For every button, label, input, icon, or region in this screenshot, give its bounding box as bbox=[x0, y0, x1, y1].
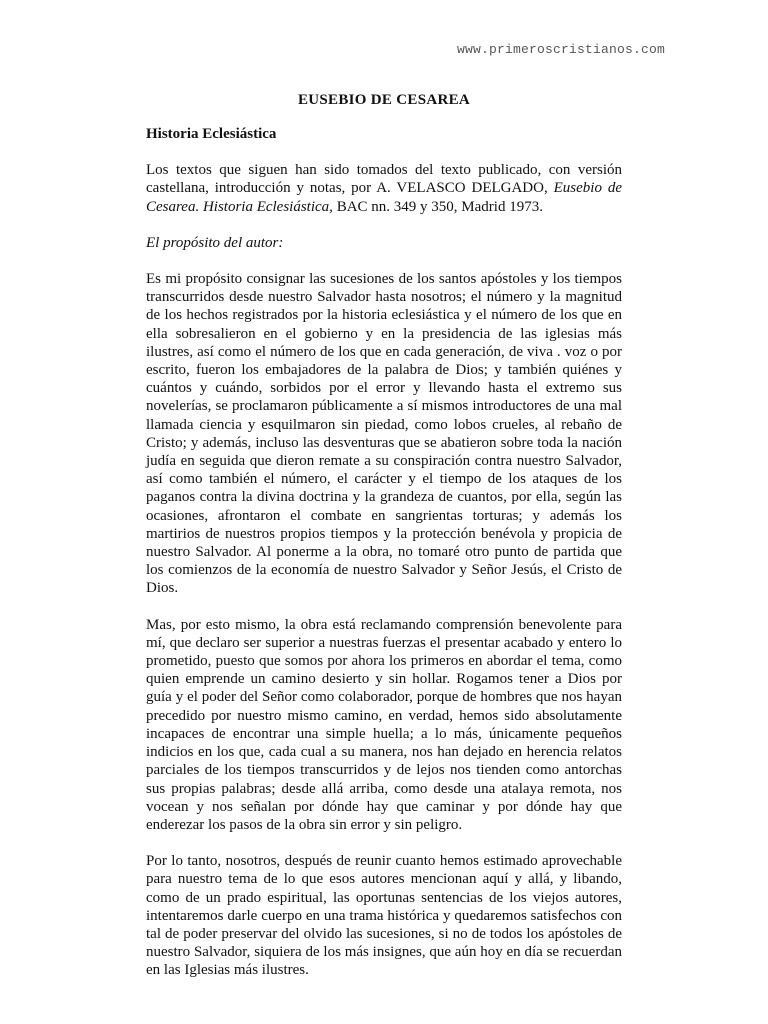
document-body bbox=[146, 125, 622, 998]
website-url: www.primeroscristianos.com bbox=[457, 42, 666, 57]
intro-text-start: Los textos que siguen han sido tomados del texto publicado, con versión castellana, introducción y notas, por A. VELASCO DELGADO, bbox=[146, 162, 622, 197]
intro-book-title: Eusebio de Cesarea. Historia Eclesiástica, bbox=[146, 180, 622, 215]
body-paragraph-3: Por lo tanto, nosotros, después de reunir cuanto hemos estimado aprovechable para nuestro tema de lo que esos autores mencionan aquí y allá, y libando, como de un prado espiritual, las oportunas sentencias de los viejos autores, intentaremos darle cuerpo en una trama histórica y quedaremos satisfechos con tal de poder preservar del olvido las sucesiones, si no de todos los apóstoles de nuestro Salvador, siquiera de los más insignes, que aún hoy en día se recuerdan en las Iglesias más ilustres. bbox=[146, 853, 622, 979]
document-title: EUSEBIO DE CESAREA bbox=[297, 92, 471, 108]
body-paragraph-1: Es mi propósito consignar las sucesiones de los santos apóstoles y los tiempos transcurridos desde nuestro Salvador hasta nosotros; el número y la magnitud de los hechos registrados por la historia eclesiástica y el número de los que en ella sobresalieron en el gobierno y en la presidencia de las iglesias más ilustres, así como el número de los que en cada generación, de viva . voz o por escrito, fueron los embajadores de la palabra de Dios; y también quiénes y cuántos y cuándo, sorbidos por el error y llevando hasta el extremo sus novelerías, se proclamaron públicamente a sí mismos introductores de una mal llamada ciencia y esquilmaron sin piedad, como lobos crueles, al rebaño de Cristo; y además, incluso las desventuras que se abatieron sobre toda la nación judía en seguida que dieron remate a su conspiración contra nuestro Salvador, así como también el número, el carácter y el tiempo de los ataques de los paganos contra la divina doctrina y la grandeza de cuantos, por ella, según las ocasiones, afrontaron el combate en sangrientas torturas; y además los martirios de nuestros propios tiempos y la protección benévola y propicia de nuestro Salvador. Al ponerme a la obra, no tomaré otro punto de partida que los comienzos de la economía de nuestro Salvador y Señor Jesús, el Cristo de Dios. bbox=[146, 271, 622, 597]
section-title: El propósito del autor: bbox=[146, 234, 284, 251]
intro-paragraph bbox=[146, 161, 622, 216]
intro-text-end: BAC nn. 349 y 350, Madrid 1973. bbox=[332, 198, 543, 215]
body-paragraph-2: Mas, por esto mismo, la obra está reclamando comprensión benevolente para mí, que declaro ser superior a nuestras fuerzas el presentar acabado y entero lo prometido, puesto que somos por ahora los primeros en abordar el tema, como quien emprende un camino desierto y sin hollar. Rogamos tener a Dios por guía y el poder del Señor como colaborador, porque de hombres que nos hayan precedido por nuestro mismo camino, en verdad, hemos sido absolutamente incapaces de encontrar una simple huella; a lo más, únicamente pequeños indicios en los que, cada cual a su manera, nos han dejado en herencia relatos parciales de los tiempos transcurridos y de lejos nos tienden como antorchas sus propias palabras; desde allá arriba, como desde una atalaya remota, nos vocean y nos señalan por dónde hay que caminar y por dónde hay que enderezar los pasos de la obra sin error y sin peligro. bbox=[146, 616, 622, 833]
document-subtitle: Historia Eclesiástica bbox=[146, 126, 277, 142]
